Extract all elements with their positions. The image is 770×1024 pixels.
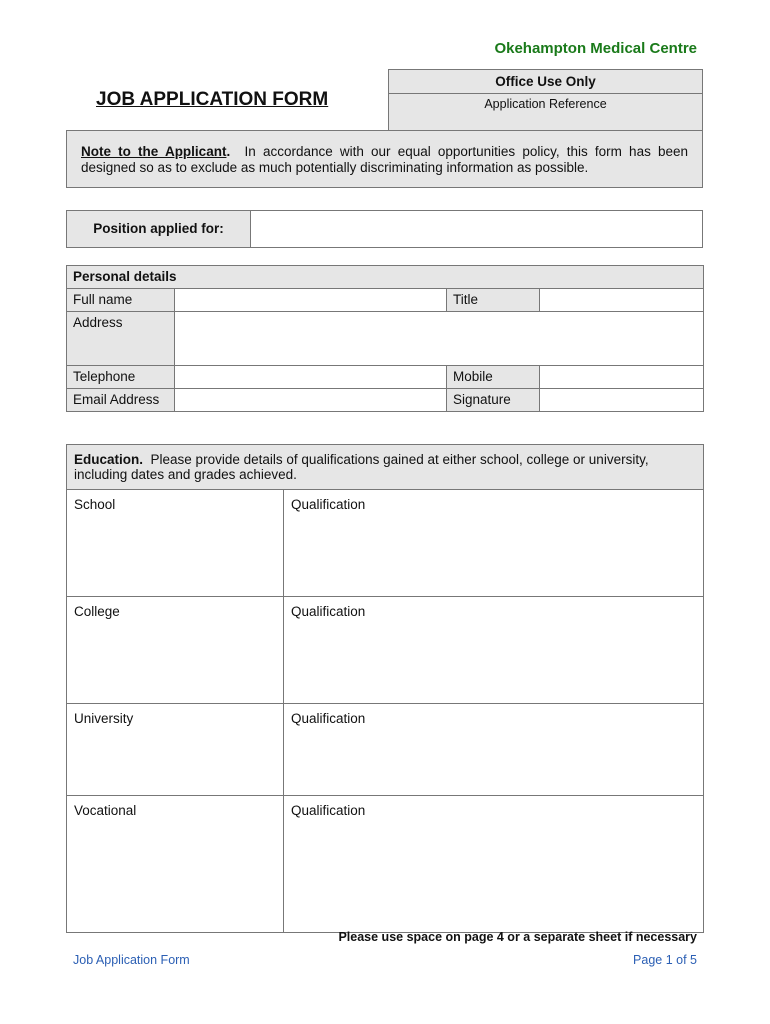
full-name-label: Full name xyxy=(67,289,175,312)
education-instructions: Please provide details of qualifications gained at either school, college or university, including dates and grades achieved. xyxy=(74,452,649,482)
full-name-field[interactable] xyxy=(175,289,447,312)
form-title: JOB APPLICATION FORM xyxy=(96,89,329,110)
education-table xyxy=(66,444,704,933)
applicant-note xyxy=(66,130,703,188)
email-label: Email Address xyxy=(67,389,175,412)
organization-name: Okehampton Medical Centre xyxy=(494,40,697,57)
education-institution[interactable]: School xyxy=(67,490,284,597)
signature-label: Signature xyxy=(447,389,540,412)
education-qualification[interactable]: Qualification xyxy=(284,490,704,597)
note-lead: Note to the Applicant xyxy=(81,144,227,159)
education-qualification[interactable]: Qualification xyxy=(284,597,704,704)
position-applied-row xyxy=(66,210,703,248)
footer-document-name: Job Application Form xyxy=(73,953,190,967)
mobile-label: Mobile xyxy=(447,366,540,389)
telephone-label: Telephone xyxy=(67,366,175,389)
office-use-box xyxy=(388,69,703,131)
education-institution[interactable]: Vocational xyxy=(67,796,284,933)
continuation-note: Please use space on page 4 or a separate sheet if necessary xyxy=(338,930,697,944)
address-field[interactable] xyxy=(175,312,704,366)
education-institution[interactable]: College xyxy=(67,597,284,704)
mobile-field[interactable] xyxy=(540,366,704,389)
address-label: Address xyxy=(67,312,175,366)
education-heading: Education. xyxy=(74,452,144,467)
education-institution[interactable]: University xyxy=(67,704,284,796)
education-heading-cell xyxy=(67,445,704,490)
position-applied-label: Position applied for: xyxy=(67,211,251,247)
office-use-title: Office Use Only xyxy=(389,70,702,94)
title-field[interactable] xyxy=(540,289,704,312)
signature-field[interactable] xyxy=(540,389,704,412)
application-reference-label: Application Reference xyxy=(484,97,607,111)
title-label: Title xyxy=(447,289,540,312)
position-applied-field[interactable] xyxy=(251,211,702,247)
personal-details-heading: Personal details xyxy=(67,266,704,289)
note-lead-suffix: . xyxy=(226,144,231,159)
personal-details-table xyxy=(66,265,704,412)
telephone-field[interactable] xyxy=(175,366,447,389)
email-field[interactable] xyxy=(175,389,447,412)
education-qualification[interactable]: Qualification xyxy=(284,704,704,796)
note-text: In accordance with our equal opportunities policy, this form has been designed so as to exclude as much potentially discriminating information as possible. xyxy=(81,144,689,175)
page-number: Page 1 of 5 xyxy=(633,953,697,967)
education-qualification[interactable]: Qualification xyxy=(284,796,704,933)
